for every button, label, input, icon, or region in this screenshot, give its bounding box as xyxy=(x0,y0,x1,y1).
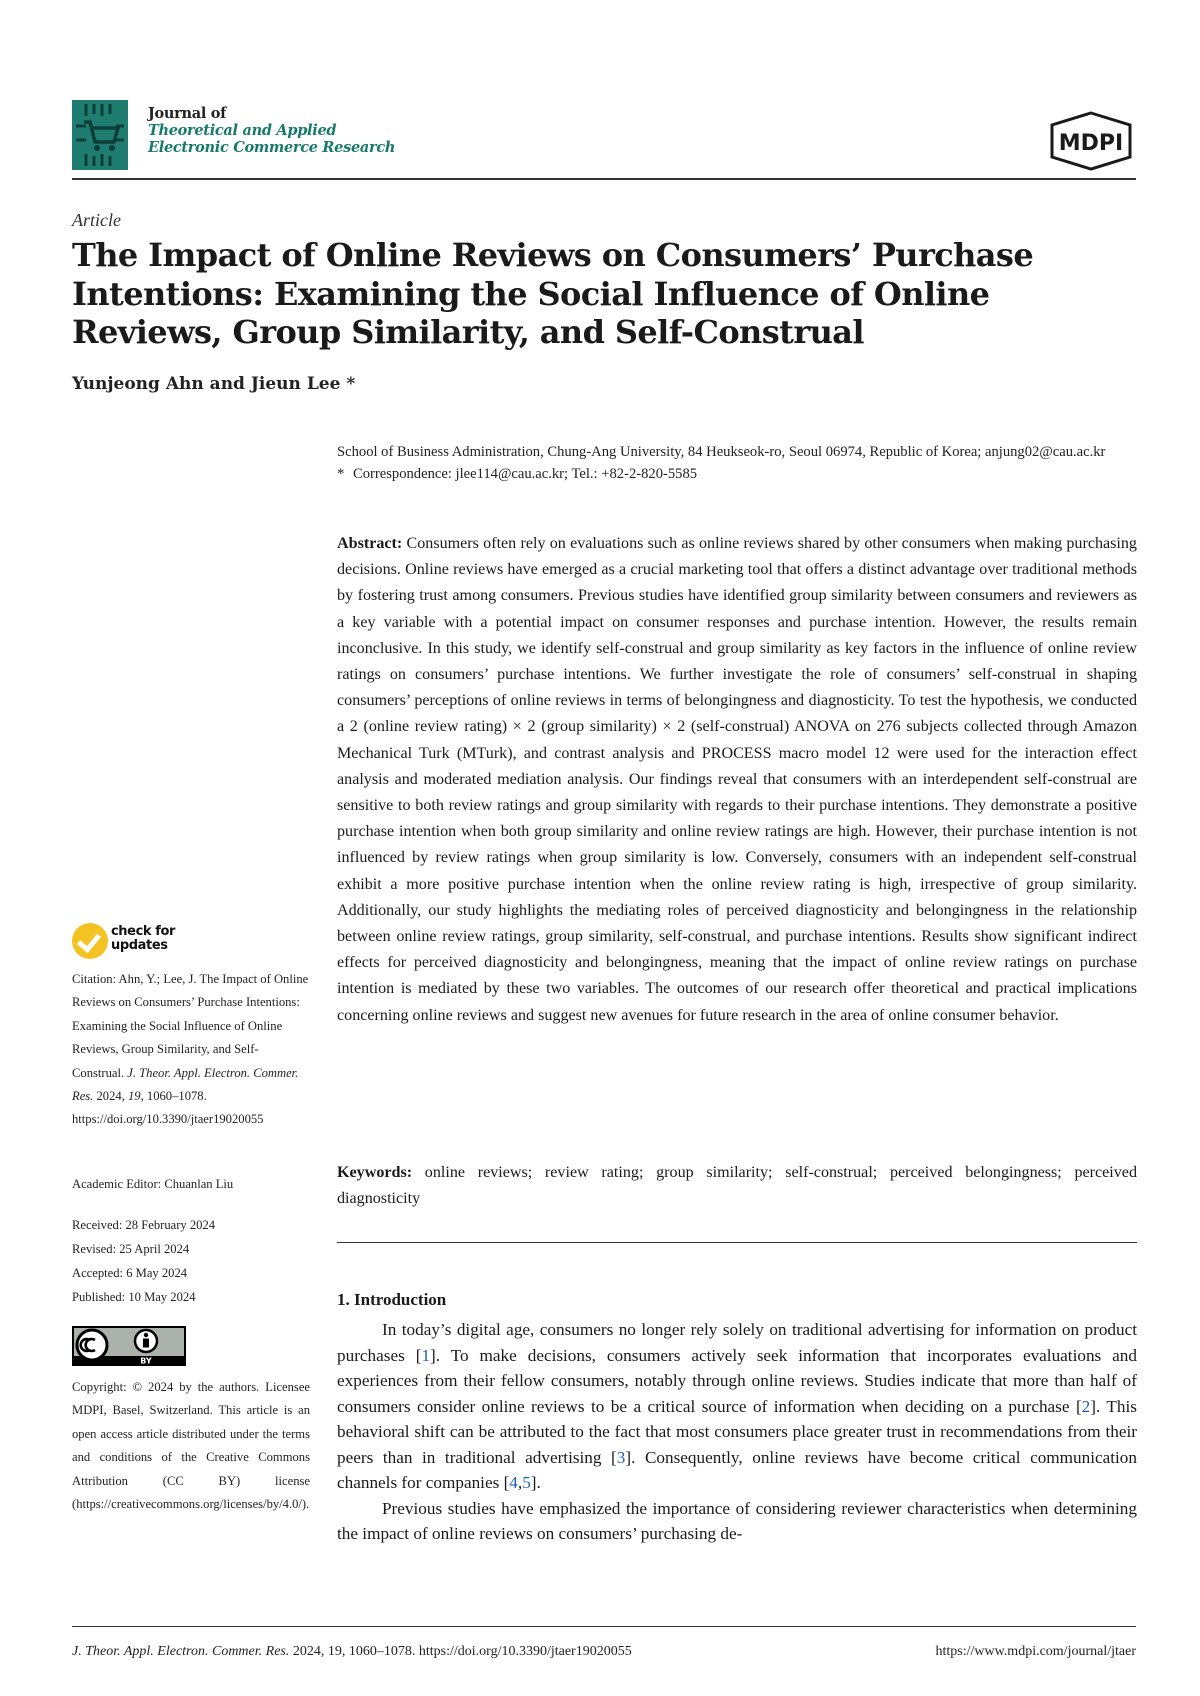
cc-by-label: BY xyxy=(140,1356,152,1366)
keywords-text: online reviews; review rating; group similarity; self-construal; perceived belongingness; perceived diagnosticity xyxy=(337,1164,1137,1207)
mdpi-logo-icon xyxy=(1046,110,1136,172)
text-run: ]. xyxy=(530,1473,541,1492)
article-type: Article xyxy=(72,210,121,230)
text-run: In today’s digital age, consumers no longer rely solely on traditional advertising for information on product purchases [ xyxy=(337,1320,1137,1365)
journal-logo-icon xyxy=(72,100,128,170)
publication-dates xyxy=(72,1213,310,1309)
citation-doi-link[interactable]: 1060–1078. https://doi.org/10.3390/jtaer19020055 xyxy=(72,1089,264,1127)
text-run: ]. To make decisions, consumers actively seek information that incorporates evaluations and experiences from their fellow consumers, notably through online reviews. Studies indicate that more than half of consumers consider online reviews to be a critical source of information when deciding on a purchase [ xyxy=(337,1345,1137,1416)
correspondence xyxy=(337,463,1137,485)
section-heading-introduction: 1. Introduction xyxy=(337,1290,447,1309)
citation-journal: J. Theor. Appl. Electron. Commer. Res. xyxy=(72,1065,299,1104)
journal-name xyxy=(148,105,395,156)
correspondence-text: Correspondence: jlee114@cau.ac.kr; Tel.: +82-2-820-5585 xyxy=(353,466,698,482)
keywords-label: Keywords: xyxy=(337,1164,413,1181)
citation-text: Ahn, Y.; Lee, J. The Impact of Online Reviews on Consumers’ Purchase Intentions: Examining the Social Influence of Online Reviews, Group Similarity, and Self-Construal. xyxy=(72,972,309,1080)
check-updates-line2: updates xyxy=(111,938,168,953)
citation-volume: 19, xyxy=(128,1089,144,1104)
footer-journal-url[interactable]: https://www.mdpi.com/journal/jtaer xyxy=(935,1644,1136,1659)
reference-link[interactable]: 2 xyxy=(1081,1396,1091,1416)
cc-by-license-icon[interactable] xyxy=(72,1326,186,1366)
date-revised: Revised: 25 April 2024 xyxy=(72,1242,190,1256)
article-title: The Impact of Online Reviews on Consumers’ Purchase Intentions: Examining the Social Influence of Online Reviews, Group Similarity, and Self-Construal xyxy=(72,236,1034,351)
footer-citation xyxy=(72,1644,632,1660)
section-divider xyxy=(337,1242,1137,1243)
academic-editor: Academic Editor: Chuanlan Liu xyxy=(72,1177,234,1191)
abstract-label: Abstract: xyxy=(337,535,403,552)
footer-journal-abbrev: J. Theor. Appl. Electron. Commer. Res. xyxy=(72,1644,290,1659)
affiliation-block xyxy=(337,441,1137,485)
citation-year: 2024, xyxy=(96,1089,125,1104)
text-run: , xyxy=(517,1473,523,1492)
copyright-notice: Copyright: © 2024 by the authors. Licensee MDPI, Basel, Switzerland. This article is an open access article distributed under the terms and conditions of the Creative Commons Attribution (CC BY) license (https://creativecommons.org/licenses/by/4.0/). xyxy=(72,1380,310,1512)
affiliation: School of Business Administration, Chung-Ang University, 84 Heukseok-ro, Seoul 06974, Republic of Korea; anjung02@cau.ac.kr xyxy=(337,444,1106,460)
journal-name-line3: Electronic Commerce Research xyxy=(148,139,396,156)
date-published: Published: 10 May 2024 xyxy=(72,1290,196,1304)
journal-name-line2: Theoretical and Applied xyxy=(148,122,337,139)
header-divider xyxy=(72,178,1136,180)
citation xyxy=(72,968,310,1132)
check-updates-line1: check for xyxy=(111,924,176,939)
paragraph: Previous studies have emphasized the importance of considering reviewer characteristics when determining the impact of online reviews on consumers’ purchasing de- xyxy=(337,1498,1137,1543)
abstract-text: Consumers often rely on evaluations such as online reviews shared by other consumers when making purchasing decisions. Online reviews have emerged as a crucial marketing tool that offers a distinct advantage over traditional methods by fostering trust among consumers. Previous studies have identified group similarity between consumers and reviewers as a key variable with a potential impact on consumer responses and purchase intention. However, the results remain inconclusive. In this study, we identify self-construal and group similarity as key factors in the influence of online review ratings on consumers’ purchase intentions. We further investigate the role of consumers’ self-construal in shaping consumers’ perceptions of online reviews in terms of belongingness and diagnosticity. To test the hypothesis, we conducted a 2 (online review rating) × 2 (group similarity) × 2 (self-construal) ANOVA on 276 subjects collected through Amazon Mechanical Turk (MTurk), and contrast analysis and PROCESS macro model 12 were used for the interaction effect analysis and moderated mediation analysis. Our findings reveal that consumers with an interdependent self-construal are sensitive to both review ratings and group similarity with regards to their purchase intentions. They demonstrate a positive purchase intention when both group similarity and online review ratings are high. However, their purchase intention is not influenced by review ratings when group similarity is low. Conversely, consumers with an independent self-construal exhibit a more positive purchase intention when the online review rating is high, irrespective of group similarity. Additionally, our study highlights the mediating roles of perceived diagnosticity and belongingness in the relationship between online review ratings, group similarity, self-construal, and purchase intentions. Results show significant indirect effects for perceived diagnosticity and belongingness, meaning that the impact of online review ratings on purchase intention is mediated by these two variables. The outcomes of our research offer theoretical and practical implications concerning online reviews and suggest new avenues for future research in the area of online consumer behavior. xyxy=(337,535,1137,1024)
citation-label: Citation: xyxy=(72,972,117,986)
correspondence-marker: * xyxy=(337,466,345,482)
paragraph xyxy=(337,1317,1137,1496)
footer-divider xyxy=(72,1626,1136,1627)
introduction-body xyxy=(337,1317,1137,1547)
publisher-name: MDPI xyxy=(1058,131,1124,156)
reference-link[interactable]: 5 xyxy=(522,1473,531,1492)
abstract xyxy=(337,531,1137,1029)
date-accepted: Accepted: 6 May 2024 xyxy=(72,1266,188,1280)
reference-link[interactable]: 3 xyxy=(616,1447,626,1467)
date-received: Received: 28 February 2024 xyxy=(72,1218,216,1232)
check-updates-text xyxy=(111,925,175,953)
journal-name-line1: Journal of xyxy=(148,105,227,122)
checkmark-icon xyxy=(72,923,108,959)
reference-link[interactable]: 1 xyxy=(421,1345,431,1365)
text-run: ]. This behavioral shift can be attributed to the fact that most consumers place greater trust in recommendations from their peers than in traditional advertising [ xyxy=(337,1396,1137,1467)
text-run: ]. Consequently, online reviews have become critical communication channels for companies [ xyxy=(337,1447,1137,1492)
footer-citation-text[interactable]: 2024, 19, 1060–1078. https://doi.org/10.3390/jtaer19020055 xyxy=(292,1644,632,1659)
authors: Yunjeong Ahn and Jieun Lee * xyxy=(72,374,356,394)
check-for-updates-button[interactable] xyxy=(72,923,192,961)
reference-link[interactable]: 4 xyxy=(509,1473,518,1492)
keywords xyxy=(337,1160,1137,1212)
